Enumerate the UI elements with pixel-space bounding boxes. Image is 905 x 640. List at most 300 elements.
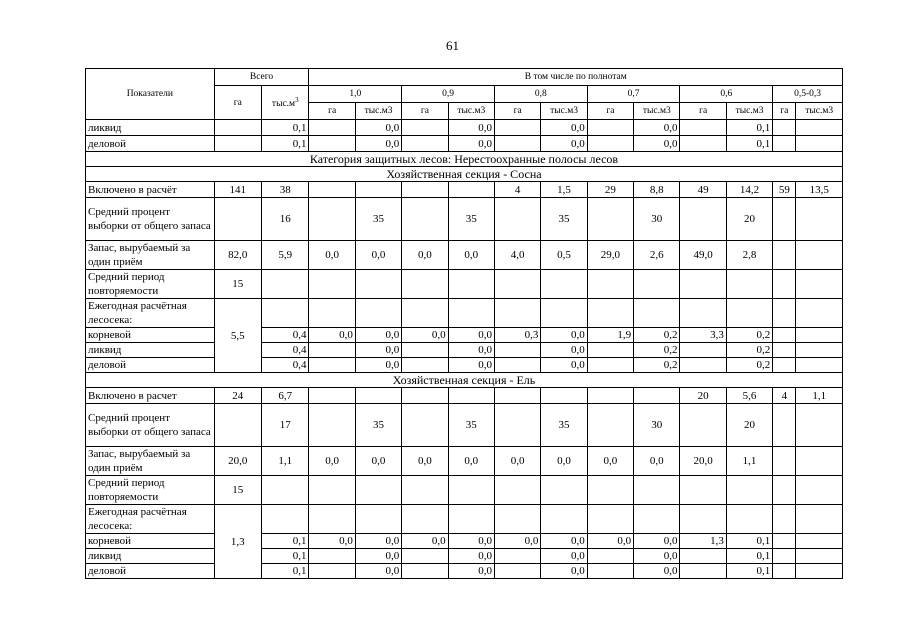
table-cell — [773, 404, 796, 447]
header-density: 0,8 — [494, 86, 587, 103]
table-cell: 0,3 — [494, 328, 540, 343]
table-cell: 0,0 — [402, 447, 448, 476]
table-cell — [448, 182, 494, 198]
table-cell: 0,1 — [726, 120, 772, 136]
table-row — [86, 343, 843, 358]
table-cell: 2,6 — [634, 241, 680, 270]
table-cell — [680, 299, 726, 328]
table-cell: 0,0 — [541, 358, 587, 373]
table-cell — [309, 343, 355, 358]
table-cell: 0,1 — [726, 534, 772, 549]
table-cell — [773, 447, 796, 476]
table-cell — [402, 404, 448, 447]
table-cell — [796, 328, 843, 343]
table-cell — [214, 404, 261, 447]
table-cell: 0,0 — [448, 343, 494, 358]
table-cell: 4 — [494, 182, 540, 198]
header-unit-m3: тыс.м3 — [448, 103, 494, 120]
table-row — [86, 198, 843, 241]
table-cell — [680, 198, 726, 241]
header-unit-m3: тыс.м3 — [726, 103, 772, 120]
table-row — [86, 534, 843, 549]
table-cell — [680, 476, 726, 505]
table-cell: 2,8 — [726, 241, 772, 270]
table-cell — [796, 404, 843, 447]
table-cell: 4 — [773, 388, 796, 404]
table-cell — [680, 136, 726, 152]
table-cell — [355, 505, 401, 534]
table-cell: 0,2 — [726, 358, 772, 373]
table-cell — [448, 270, 494, 299]
table-cell: 0,0 — [402, 534, 448, 549]
table-cell — [773, 343, 796, 358]
table-row — [86, 241, 843, 270]
table-row — [86, 136, 843, 152]
table-cell — [262, 299, 309, 328]
table-cell: 0,0 — [541, 328, 587, 343]
table-cell: 0,0 — [402, 241, 448, 270]
table-cell: 5,6 — [726, 388, 772, 404]
table-cell: 0,1 — [262, 120, 309, 136]
table-cell — [587, 549, 633, 564]
table-cell: 20 — [726, 404, 772, 447]
table-cell — [309, 270, 355, 299]
table-cell: 0,0 — [309, 447, 355, 476]
table-cell: 0,0 — [541, 136, 587, 152]
table-cell — [587, 136, 633, 152]
table-row — [86, 476, 843, 505]
table-cell: 0,0 — [634, 120, 680, 136]
table-cell — [541, 388, 587, 404]
table-cell — [587, 388, 633, 404]
annual-ha: 1,3 — [214, 505, 261, 579]
table-cell — [309, 299, 355, 328]
table-cell — [402, 198, 448, 241]
table-cell: 0,0 — [402, 328, 448, 343]
table-cell: 0,0 — [309, 241, 355, 270]
table-cell: 49,0 — [680, 241, 726, 270]
table-cell: 0,0 — [634, 549, 680, 564]
table-cell: 8,8 — [634, 182, 680, 198]
table-cell — [773, 136, 796, 152]
table-cell: 35 — [448, 198, 494, 241]
header-unit-ha: га — [494, 103, 540, 120]
table-row — [86, 549, 843, 564]
table-cell — [680, 120, 726, 136]
table-cell: 0,0 — [355, 120, 401, 136]
table-cell: 0,4 — [262, 343, 309, 358]
table-cell — [796, 270, 843, 299]
table-cell — [355, 299, 401, 328]
table-cell — [402, 299, 448, 328]
table-cell — [587, 358, 633, 373]
table-cell: 6,7 — [262, 388, 309, 404]
table-cell — [796, 136, 843, 152]
table-cell — [587, 564, 633, 579]
table-cell: 29,0 — [587, 241, 633, 270]
table-cell — [262, 505, 309, 534]
table-cell: 0,1 — [262, 564, 309, 579]
forest-table — [85, 68, 843, 579]
table-cell — [680, 270, 726, 299]
table-cell: 35 — [355, 404, 401, 447]
table-cell: 17 — [262, 404, 309, 447]
table-row — [86, 182, 843, 198]
table-cell: 0,0 — [587, 534, 633, 549]
table-cell — [402, 270, 448, 299]
table-cell — [796, 447, 843, 476]
table-cell: 0,0 — [541, 343, 587, 358]
included-row-label: Включено в расчёт — [86, 182, 215, 198]
table-cell: 13,5 — [796, 182, 843, 198]
table-cell: 0,0 — [355, 358, 401, 373]
table-cell: 0,0 — [355, 564, 401, 579]
table-cell: 30 — [634, 198, 680, 241]
table-cell: 0,0 — [448, 534, 494, 549]
table-cell — [448, 505, 494, 534]
header-total-ha: га — [214, 86, 261, 120]
table-cell: 0,0 — [448, 564, 494, 579]
header-unit-ha: га — [309, 103, 355, 120]
table-cell — [309, 549, 355, 564]
table-cell — [587, 120, 633, 136]
table-cell: 29 — [587, 182, 633, 198]
annual-label: Ежегодная расчётная лесосека: — [86, 505, 215, 534]
table-cell — [494, 505, 540, 534]
table-cell — [402, 358, 448, 373]
period-row-label: Средний период повторяемости — [86, 270, 215, 299]
table-cell — [796, 505, 843, 534]
table-cell: 82,0 — [214, 241, 261, 270]
table-cell — [587, 505, 633, 534]
header-unit-ha: га — [402, 103, 448, 120]
table-cell — [680, 343, 726, 358]
annual-2-label: деловой — [86, 564, 215, 579]
table-cell: 0,0 — [355, 447, 401, 476]
annual-0-label: корневой — [86, 328, 215, 343]
table-cell: 3,3 — [680, 328, 726, 343]
table-cell: 0,0 — [494, 534, 540, 549]
table-cell: 16 — [262, 198, 309, 241]
table-row — [86, 564, 843, 579]
table-cell — [494, 404, 540, 447]
header-total: Всего — [214, 69, 309, 86]
table-cell — [309, 476, 355, 505]
table-cell — [796, 343, 843, 358]
table-cell: 141 — [214, 182, 261, 198]
table-cell — [634, 476, 680, 505]
table-cell — [773, 328, 796, 343]
table-cell — [634, 505, 680, 534]
table-cell — [773, 549, 796, 564]
table-cell — [726, 476, 772, 505]
table-cell: 0,0 — [541, 447, 587, 476]
table-cell — [494, 564, 540, 579]
table-cell — [494, 299, 540, 328]
header-unit-m3: тыс.м3 — [634, 103, 680, 120]
table-row — [86, 328, 843, 343]
table-row — [86, 299, 843, 328]
annual-0-label: корневой — [86, 534, 215, 549]
table-cell: 59 — [773, 182, 796, 198]
table-cell: 0,0 — [634, 136, 680, 152]
table-cell: 0,0 — [541, 564, 587, 579]
table-cell: 0,0 — [541, 549, 587, 564]
section-title: Хозяйственная секция - Сосна — [86, 167, 843, 182]
table-cell: 0,0 — [448, 241, 494, 270]
table-cell — [494, 358, 540, 373]
header-unit-m3: тыс.м3 — [541, 103, 587, 120]
table-cell — [587, 343, 633, 358]
table-cell: 0,0 — [355, 328, 401, 343]
avg-percent-row-label: Средний процент выборки от общего запаса — [86, 404, 215, 447]
table-cell: 20,0 — [214, 447, 261, 476]
table-cell: 49 — [680, 182, 726, 198]
table-cell — [494, 198, 540, 241]
included-row-label: Включено в расчет — [86, 388, 215, 404]
table-cell — [726, 270, 772, 299]
avg-percent-row-label: Средний процент выборки от общего запаса — [86, 198, 215, 241]
table-cell — [355, 270, 401, 299]
table-cell: 15 — [214, 270, 261, 299]
header-density: 0,6 — [680, 86, 773, 103]
header-density: 0,7 — [587, 86, 680, 103]
header-unit-ha: га — [773, 103, 796, 120]
header-density: 0,9 — [402, 86, 495, 103]
table-cell: 0,0 — [309, 534, 355, 549]
table-cell — [796, 198, 843, 241]
header-unit-ha: га — [680, 103, 726, 120]
table-cell — [773, 476, 796, 505]
header-unit-m3: тыс.м3 — [355, 103, 401, 120]
table-cell — [773, 270, 796, 299]
table-cell: 4,0 — [494, 241, 540, 270]
table-cell: 35 — [541, 404, 587, 447]
table-cell: 0,0 — [541, 534, 587, 549]
table-cell: 5,9 — [262, 241, 309, 270]
table-cell — [773, 534, 796, 549]
category-title: Категория защитных лесов: Нерестоохранные полосы лесов — [86, 152, 843, 167]
table-cell — [494, 388, 540, 404]
table-cell: 0,4 — [262, 358, 309, 373]
table-cell: 1,1 — [796, 388, 843, 404]
table-row — [86, 388, 843, 404]
table-cell — [634, 388, 680, 404]
table-cell: 0,2 — [726, 343, 772, 358]
table-cell — [587, 476, 633, 505]
annual-1-label: ликвид — [86, 549, 215, 564]
section-title: Хозяйственная секция - Ель — [86, 373, 843, 388]
table-cell: 35 — [448, 404, 494, 447]
header-density: 1,0 — [309, 86, 402, 103]
table-cell: 0,0 — [448, 358, 494, 373]
table-cell: 0,5 — [541, 241, 587, 270]
table-cell — [494, 270, 540, 299]
header-indicators: Показатели — [86, 69, 215, 120]
table-cell — [796, 241, 843, 270]
stock-row-label: Запас, вырубаемый за один приём — [86, 447, 215, 476]
table-cell — [773, 241, 796, 270]
table-cell: 14,2 — [726, 182, 772, 198]
top-row-label: ликвид — [86, 120, 215, 136]
table-cell: 0,0 — [494, 447, 540, 476]
annual-2-label: деловой — [86, 358, 215, 373]
table-cell — [402, 505, 448, 534]
table-cell: 15 — [214, 476, 261, 505]
table-cell — [262, 476, 309, 505]
table-cell: 20 — [680, 388, 726, 404]
table-row — [86, 270, 843, 299]
header-unit-m3: тыс.м3 — [796, 103, 843, 120]
table-cell — [309, 136, 355, 152]
table-cell — [402, 136, 448, 152]
table-cell — [796, 358, 843, 373]
table-cell — [448, 476, 494, 505]
table-cell — [680, 404, 726, 447]
table-cell: 0,0 — [355, 549, 401, 564]
table-cell — [680, 505, 726, 534]
table-cell — [587, 299, 633, 328]
table-cell: 0,2 — [726, 328, 772, 343]
table-cell — [587, 404, 633, 447]
table-cell — [726, 505, 772, 534]
header-total-m3: $тыс.м^3$ — [262, 86, 309, 120]
table-row — [86, 373, 843, 388]
table-cell — [402, 388, 448, 404]
annual-ha: 5,5 — [214, 299, 261, 373]
table-cell: 0,2 — [634, 358, 680, 373]
table-cell: 0,0 — [634, 534, 680, 549]
table-cell — [355, 182, 401, 198]
table-cell: 0,0 — [634, 447, 680, 476]
table-cell — [309, 505, 355, 534]
table-cell — [494, 476, 540, 505]
table-cell: 35 — [355, 198, 401, 241]
table-cell — [726, 299, 772, 328]
table-cell: 0,0 — [448, 120, 494, 136]
table-cell: 1,5 — [541, 182, 587, 198]
table-cell: 24 — [214, 388, 261, 404]
table-cell: 0,0 — [355, 534, 401, 549]
table-cell: 1,9 — [587, 328, 633, 343]
table-cell — [402, 120, 448, 136]
table-cell — [402, 343, 448, 358]
top-row-label: деловой — [86, 136, 215, 152]
table-cell — [773, 564, 796, 579]
table-row — [86, 447, 843, 476]
annual-1-label: ликвид — [86, 343, 215, 358]
table-row — [86, 167, 843, 182]
table-cell: 0,0 — [634, 564, 680, 579]
table-cell: 0,0 — [355, 136, 401, 152]
stock-row-label: Запас, вырубаемый за один приём — [86, 241, 215, 270]
table-cell — [494, 343, 540, 358]
table-cell — [402, 182, 448, 198]
table-cell — [796, 534, 843, 549]
table-cell — [773, 198, 796, 241]
table-cell — [773, 505, 796, 534]
table-cell: 0,0 — [309, 328, 355, 343]
table-cell — [680, 564, 726, 579]
table-cell — [309, 182, 355, 198]
table-cell — [634, 299, 680, 328]
table-cell: 38 — [262, 182, 309, 198]
table-row — [86, 505, 843, 534]
table-cell: 0,0 — [355, 241, 401, 270]
table-cell — [541, 299, 587, 328]
table-cell — [355, 476, 401, 505]
table-cell: 0,0 — [448, 549, 494, 564]
header-unit-ha: га — [587, 103, 633, 120]
table-cell: 20 — [726, 198, 772, 241]
table-cell — [541, 270, 587, 299]
table-cell: 0,4 — [262, 328, 309, 343]
table-cell — [587, 198, 633, 241]
table-cell: 1,3 — [680, 534, 726, 549]
table-row — [86, 358, 843, 373]
table-cell — [634, 270, 680, 299]
table-cell — [796, 564, 843, 579]
table-cell — [309, 120, 355, 136]
table-cell — [773, 120, 796, 136]
table-cell — [773, 299, 796, 328]
table-cell — [262, 270, 309, 299]
table-cell — [214, 120, 261, 136]
table-cell: 0,0 — [448, 447, 494, 476]
table-cell — [773, 358, 796, 373]
table-cell: 0,1 — [262, 534, 309, 549]
page-number: 61 — [446, 38, 459, 53]
table-cell: 0,1 — [262, 549, 309, 564]
table-cell: 0,0 — [587, 447, 633, 476]
table-cell: 0,2 — [634, 343, 680, 358]
table-cell: 1,1 — [262, 447, 309, 476]
table-row — [86, 152, 843, 167]
table-cell: 0,0 — [448, 136, 494, 152]
table-cell — [494, 136, 540, 152]
table-cell — [796, 549, 843, 564]
table-cell: 0,1 — [726, 564, 772, 579]
table-cell — [494, 549, 540, 564]
table-cell — [309, 198, 355, 241]
table-cell: 0,1 — [262, 136, 309, 152]
table-cell — [494, 120, 540, 136]
header-density: 0,5-0,3 — [773, 86, 843, 103]
table-cell — [309, 388, 355, 404]
table-cell: 35 — [541, 198, 587, 241]
table-cell — [214, 136, 261, 152]
table-row — [86, 120, 843, 136]
table-cell: 0,2 — [634, 328, 680, 343]
table-cell — [587, 270, 633, 299]
table-cell — [541, 476, 587, 505]
table-cell — [448, 388, 494, 404]
table-cell — [402, 564, 448, 579]
table-cell — [309, 404, 355, 447]
table-cell: 1,1 — [726, 447, 772, 476]
table-cell — [214, 198, 261, 241]
header-including: В том числе по полнотам — [309, 69, 843, 86]
table-cell: 0,0 — [448, 328, 494, 343]
table-cell — [448, 299, 494, 328]
table-cell — [796, 476, 843, 505]
table-cell — [309, 564, 355, 579]
table-cell: 20,0 — [680, 447, 726, 476]
table-cell — [680, 358, 726, 373]
table-cell: 0,1 — [726, 549, 772, 564]
table-cell: 0,1 — [726, 136, 772, 152]
table-cell: 0,0 — [541, 120, 587, 136]
